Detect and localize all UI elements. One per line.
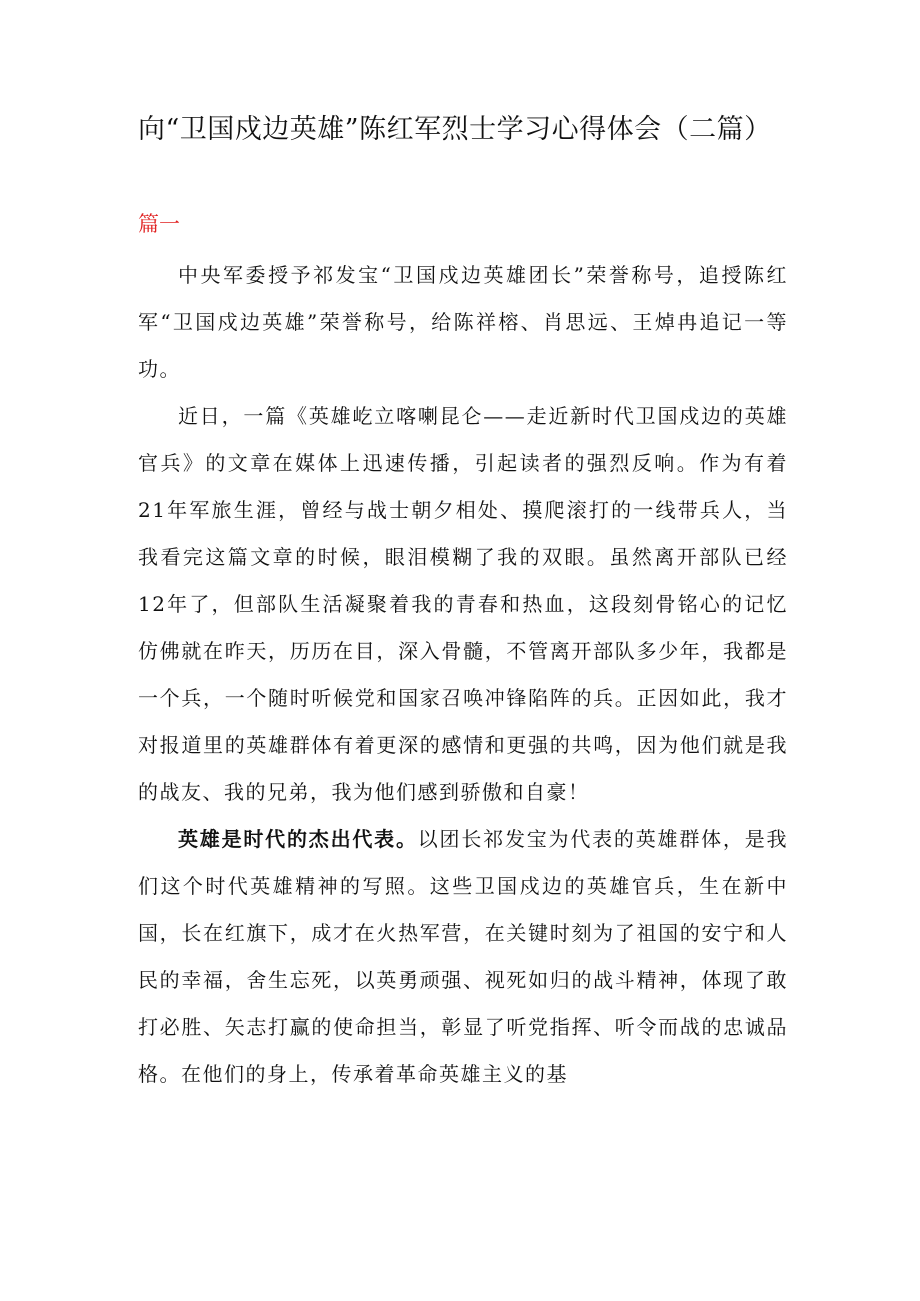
paragraph (138, 393, 788, 816)
paragraph-text: 以团长祁发宝为代表的英雄群体，是我们这个时代英雄精神的写照。这些卫国戍边的英雄官兵，生在新中国，长在红旗下，成才在火热军营，在关键时刻为了祖国的安宁和人民的幸福，舍生忘死，以英勇顽强、视死如归的战斗精神，体现了敢打必胜、矢志打赢的使命担当，彰显了听党指挥、听令而战的忠诚品格。在他们的身上，传承着革命英雄主义的基 (138, 827, 789, 1086)
paragraph-text: 中央军委授予祁发宝“卫国戍边英雄团长”荣誉称号，追授陈红军“卫国戍边英雄”荣誉称号，给陈祥榕、肖思远、王焯冉追记一等功。 (138, 263, 788, 381)
document-title: 向“卫国戍边英雄”陈红军烈士学习心得体会（二篇） (138, 114, 772, 145)
paragraph (138, 252, 788, 393)
document-body (138, 252, 788, 1098)
paragraph-text: 近日，一篇《英雄屹立喀喇昆仑——走近新时代卫国戍边的英雄官兵》的文章在媒体上迅速传播，引起读者的强烈反响。作为有着21年军旅生涯，曾经与战士朝夕相处、摸爬滚打的一线带兵人，当我看完这篇文章的时候，眼泪模糊了我的双眼。虽然离开部队已经12年了，但部队生活凝聚着我的青春和热血，这段刻骨铭心的记忆仿佛就在昨天，历历在目，深入骨髓，不管离开部队多少年，我都是一个兵，一个随时听候党和国家召唤冲锋陷阵的兵。正因如此，我才对报道里的英雄群体有着更深的感情和更强的共鸣，因为他们就是我的战友、我的兄弟，我为他们感到骄傲和自豪！ (138, 404, 788, 804)
section-label: 篇一 (138, 212, 180, 236)
paragraph (138, 816, 788, 1098)
paragraph-lead: 英雄是时代的杰出代表。 (178, 827, 418, 851)
